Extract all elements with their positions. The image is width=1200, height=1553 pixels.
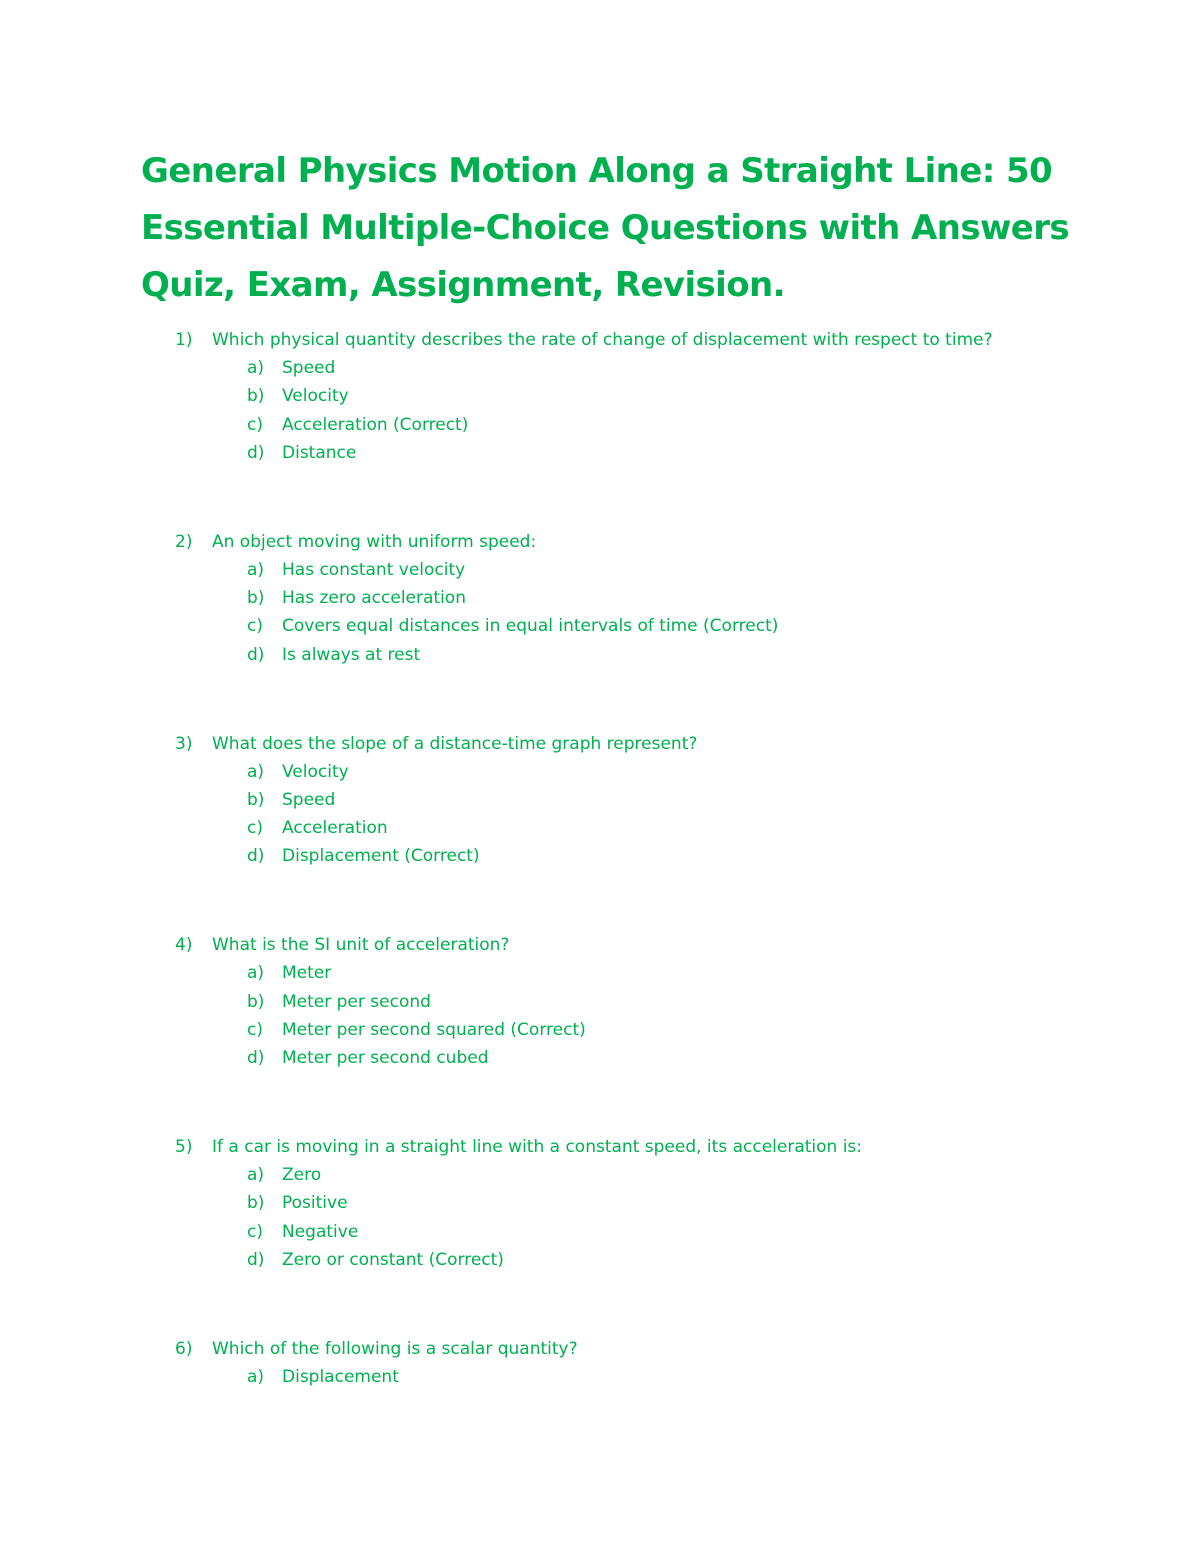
answer-option — [0, 641, 1200, 669]
option-letter: b) — [247, 588, 265, 609]
option-letter: d) — [247, 846, 265, 867]
page-title — [141, 143, 1070, 314]
answer-option — [0, 556, 1200, 584]
question-text: An object moving with uniform speed: — [212, 531, 537, 552]
option-letter: b) — [247, 386, 265, 407]
option-text: Is always at rest — [282, 644, 421, 665]
option-letter: c) — [247, 1019, 263, 1040]
question-5 — [0, 1133, 1200, 1274]
option-letter: b) — [247, 789, 265, 810]
option-letter: a) — [247, 1367, 265, 1387]
option-text: Negative — [282, 1221, 359, 1242]
option-letter: a) — [247, 559, 265, 580]
question-text: Which physical quantity describes the rate of change of displacement with respect to time? — [212, 330, 993, 350]
answer-option — [0, 1246, 1200, 1274]
question-text: What does the slope of a distance-time graph represent? — [212, 733, 698, 754]
answer-option — [0, 786, 1200, 814]
option-text: Speed — [282, 789, 336, 810]
answer-option — [0, 1044, 1200, 1072]
question-text: If a car is moving in a straight line with a constant speed, its acceleration is: — [212, 1137, 863, 1158]
answer-option — [0, 612, 1200, 640]
option-letter: d) — [247, 1250, 265, 1271]
option-text: Meter per second squared (Correct) — [282, 1019, 586, 1040]
answer-option — [0, 382, 1200, 410]
option-text: Displacement (Correct) — [282, 846, 480, 867]
option-text: Has constant velocity — [282, 559, 466, 580]
answer-option — [0, 439, 1200, 467]
question-line — [0, 326, 1200, 354]
answer-option — [0, 1161, 1200, 1189]
title-line-1: General Physics Motion Along a Straight Line: 50 — [141, 151, 1053, 191]
option-letter: c) — [247, 414, 263, 435]
question-number: 6) — [175, 1339, 193, 1359]
option-text: Acceleration (Correct) — [282, 414, 469, 435]
option-text: Positive — [282, 1193, 348, 1214]
question-text: What is the SI unit of acceleration? — [212, 935, 510, 956]
question-number: 1) — [175, 330, 193, 350]
option-text: Has zero acceleration — [282, 588, 466, 609]
question-6 — [0, 1335, 1200, 1391]
option-text: Meter — [282, 963, 332, 984]
option-text: Acceleration — [282, 818, 388, 839]
question-line — [0, 931, 1200, 959]
answer-option — [0, 411, 1200, 439]
question-2 — [0, 528, 1200, 669]
answer-option — [0, 814, 1200, 842]
question-number: 2) — [175, 531, 193, 552]
option-letter: c) — [247, 1221, 263, 1242]
option-letter: c) — [247, 616, 263, 637]
option-letter: a) — [247, 358, 265, 378]
option-text: Zero or constant (Correct) — [282, 1250, 504, 1271]
option-letter: d) — [247, 644, 265, 665]
option-text: Velocity — [282, 386, 349, 407]
question-line — [0, 1133, 1200, 1161]
question-3 — [0, 730, 1200, 871]
question-line — [0, 730, 1200, 758]
option-letter: a) — [247, 761, 265, 782]
question-line — [0, 1335, 1200, 1363]
answer-option — [0, 988, 1200, 1016]
option-text: Zero — [282, 1165, 322, 1186]
question-number: 5) — [175, 1137, 193, 1158]
option-letter: a) — [247, 963, 265, 984]
option-letter: b) — [247, 1193, 265, 1214]
question-1 — [0, 326, 1200, 467]
answer-option — [0, 584, 1200, 612]
question-4 — [0, 931, 1200, 1072]
answer-option — [0, 1363, 1200, 1391]
answer-option — [0, 1218, 1200, 1246]
answer-option — [0, 758, 1200, 786]
answer-option — [0, 1189, 1200, 1217]
option-letter: a) — [247, 1165, 265, 1186]
title-line-2: Essential Multiple-Choice Questions with Answers — [141, 208, 1070, 248]
option-letter: d) — [247, 442, 265, 463]
question-line — [0, 528, 1200, 556]
answer-option — [0, 842, 1200, 870]
question-number: 4) — [175, 935, 193, 956]
option-letter: b) — [247, 991, 265, 1012]
question-text: Which of the following is a scalar quantity? — [212, 1339, 578, 1359]
option-text: Meter per second cubed — [282, 1048, 489, 1069]
title-line-3: Quiz, Exam, Assignment, Revision. — [141, 265, 785, 305]
option-text: Displacement — [282, 1367, 399, 1387]
option-text: Distance — [282, 442, 357, 463]
option-text: Covers equal distances in equal intervals of time (Correct) — [282, 616, 779, 637]
question-number: 3) — [175, 733, 193, 754]
answer-option — [0, 959, 1200, 987]
option-text: Speed — [282, 358, 336, 378]
option-letter: d) — [247, 1048, 265, 1069]
answer-option — [0, 354, 1200, 382]
option-text: Meter per second — [282, 991, 431, 1012]
option-text: Velocity — [282, 761, 349, 782]
option-letter: c) — [247, 818, 263, 839]
answer-option — [0, 1016, 1200, 1044]
